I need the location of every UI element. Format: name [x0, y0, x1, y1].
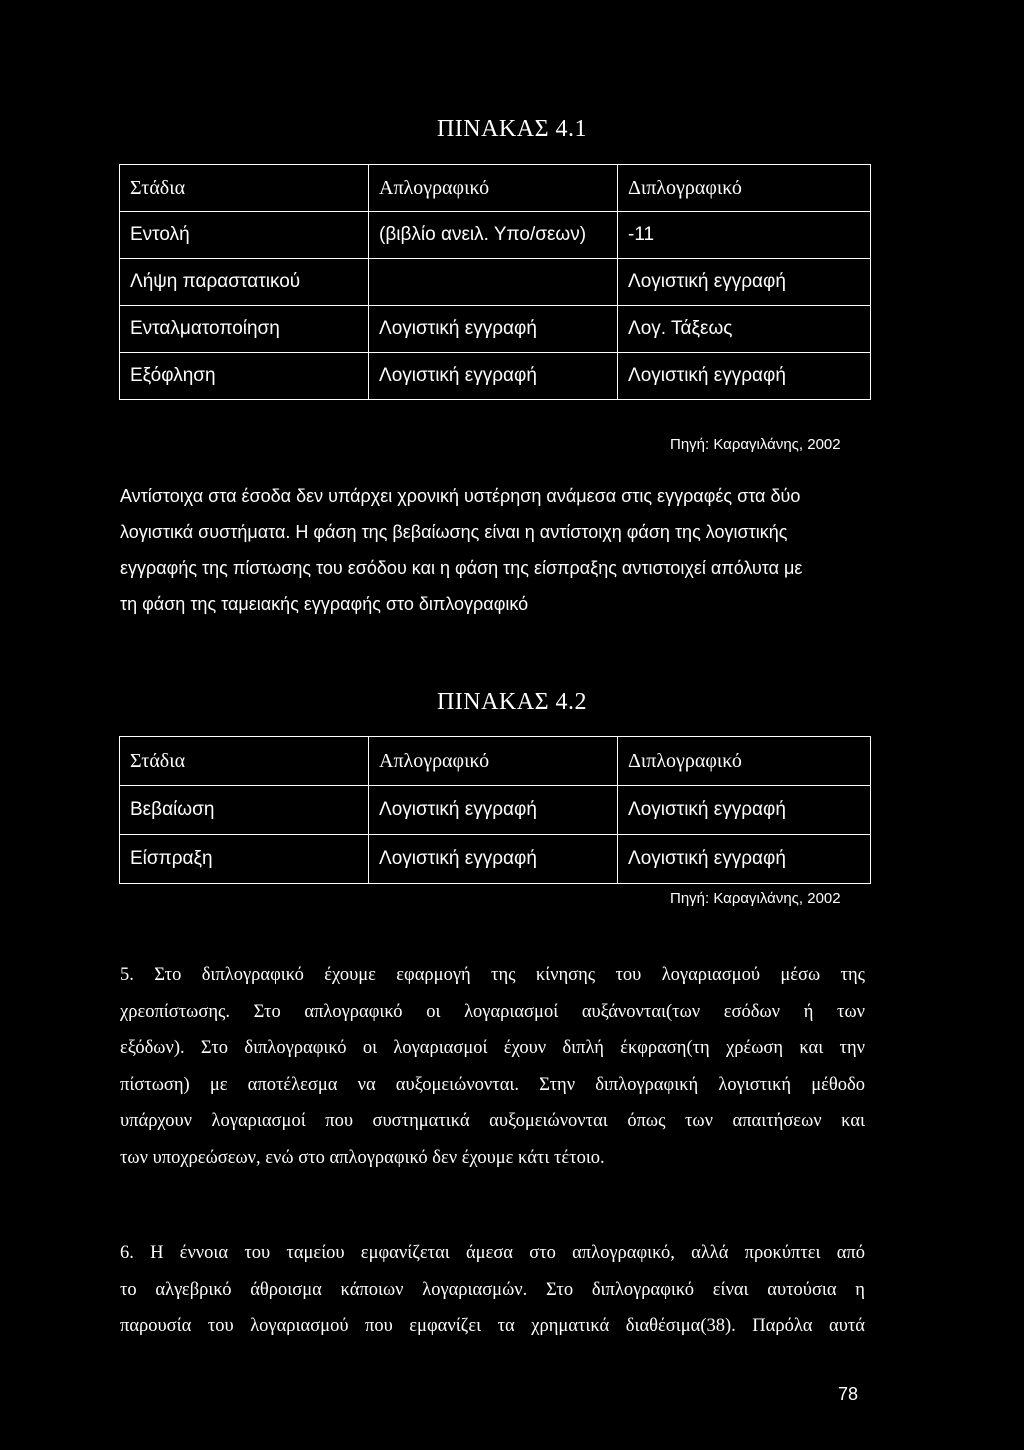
table-row — [120, 259, 871, 306]
table-cell: (βιβλίο ανειλ. Υπο/σεων) — [369, 212, 618, 259]
table-cell: Λογιστική εγγραφή — [369, 835, 618, 884]
paragraph-line: εξόδων). Στο διπλογραφικό οι λογαριασμοί έχουν διπλή έκφραση(τη χρέωση και την — [120, 1038, 865, 1058]
paragraph-revenue — [120, 478, 870, 622]
paragraph-line: το αλγεβρικό άθροισμα κάποιων λογαριασμών. Στο διπλογραφικό είναι αυτούσια η — [120, 1279, 865, 1300]
header-cell-single-entry: Απλογραφικό — [369, 737, 618, 786]
paragraph-line: χρεοπίστωσης. Στο απλογραφικό οι λογαριασμοί αυξάνονται(των εσόδων ή των — [120, 1001, 865, 1022]
page-number: 78 — [838, 1384, 859, 1404]
table-header-row — [120, 165, 871, 212]
table-cell: Λήψη παραστατικού — [120, 259, 369, 306]
header-cell-single-entry: Απλογραφικό — [369, 165, 618, 212]
table-4-1-title: ΠΙΝΑΚΑΣ 4.1 — [436, 116, 588, 142]
table-row — [120, 353, 871, 400]
paragraph-line: λογιστικά συστήματα. Η φάση της βεβαίωσης είναι η αντίστοιχη φάση της λογιστικής — [120, 522, 788, 542]
table-row — [120, 212, 871, 259]
header-cell-stages: Στάδια — [120, 165, 369, 212]
header-cell-double-entry: Διπλογραφικό — [618, 165, 871, 212]
table-cell: Λογιστική εγγραφή — [618, 259, 871, 306]
table-cell: Λογιστική εγγραφή — [369, 353, 618, 400]
paragraph-line: υπάρχουν λογαριασμοί που συστηματικά αυξομειώνονται όπως των απαιτήσεων και — [120, 1111, 865, 1131]
table-cell: Είσπραξη — [120, 835, 369, 884]
table-4-2-title: ΠΙΝΑΚΑΣ 4.2 — [436, 689, 588, 715]
table-4-2 — [119, 736, 871, 884]
paragraph-line: παρουσία του λογαριασμού που εμφανίζει τα χρηματικά διαθέσιμα(38). Παρόλα αυτά — [120, 1316, 865, 1336]
paragraph-point-6 — [120, 1235, 865, 1345]
header-cell-stages: Στάδια — [120, 737, 369, 786]
table-cell: Λογιστική εγγραφή — [369, 786, 618, 835]
table-row — [120, 835, 871, 884]
table-header-row — [120, 737, 871, 786]
paragraph-line: των υποχρεώσεων, ενώ στο απλογραφικό δεν έχουμε κάτι τέτοιο. — [120, 1147, 605, 1168]
table-row — [120, 306, 871, 353]
table-cell: Ενταλματοποίηση — [120, 306, 369, 353]
paragraph-line: Αντίστοιχα στα έσοδα δεν υπάρχει χρονική υστέρηση ανάμεσα στις εγγραφές στα δύο — [120, 486, 801, 506]
table-cell: -11 — [618, 212, 871, 259]
header-cell-double-entry: Διπλογραφικό — [618, 737, 871, 786]
table-row — [120, 786, 871, 835]
table-cell: Βεβαίωση — [120, 786, 369, 835]
table-cell: Λογιστική εγγραφή — [618, 353, 871, 400]
table-4-1 — [119, 164, 871, 400]
paragraph-line: τη φάση της ταμειακής εγγραφής στο διπλογραφικό — [120, 594, 529, 614]
paragraph-line: εγγραφής της πίστωσης του εσόδου και η φάση της είσπραξης αντιστοιχεί απόλυτα με — [120, 558, 803, 578]
table-cell: Λογιστική εγγραφή — [369, 306, 618, 353]
table-cell: Εντολή — [120, 212, 369, 259]
paragraph-line: 6. Η έννοια του ταμείου εμφανίζεται άμεσα στο απλογραφικό, αλλά προκύπτει από — [120, 1243, 865, 1263]
table-cell: Λογ. Τάξεως — [618, 306, 871, 353]
table-4-1-source: Πηγή: Καραγιλάνης, 2002 — [670, 436, 841, 453]
paragraph-line: 5. Στο διπλογραφικό έχουμε εφαρμογή της κίνησης του λογαριασμού μέσω της — [120, 965, 865, 985]
table-cell: Λογιστική εγγραφή — [618, 786, 871, 835]
paragraph-point-5 — [120, 957, 865, 1176]
table-4-2-source: Πηγή: Καραγιλάνης, 2002 — [670, 890, 841, 907]
table-cell — [369, 259, 618, 306]
table-cell: Εξόφληση — [120, 353, 369, 400]
paragraph-line: πίστωση) με αποτέλεσμα να αυξομειώνονται. Στην διπλογραφική λογιστική μέθοδο — [120, 1074, 865, 1095]
table-cell: Λογιστική εγγραφή — [618, 835, 871, 884]
